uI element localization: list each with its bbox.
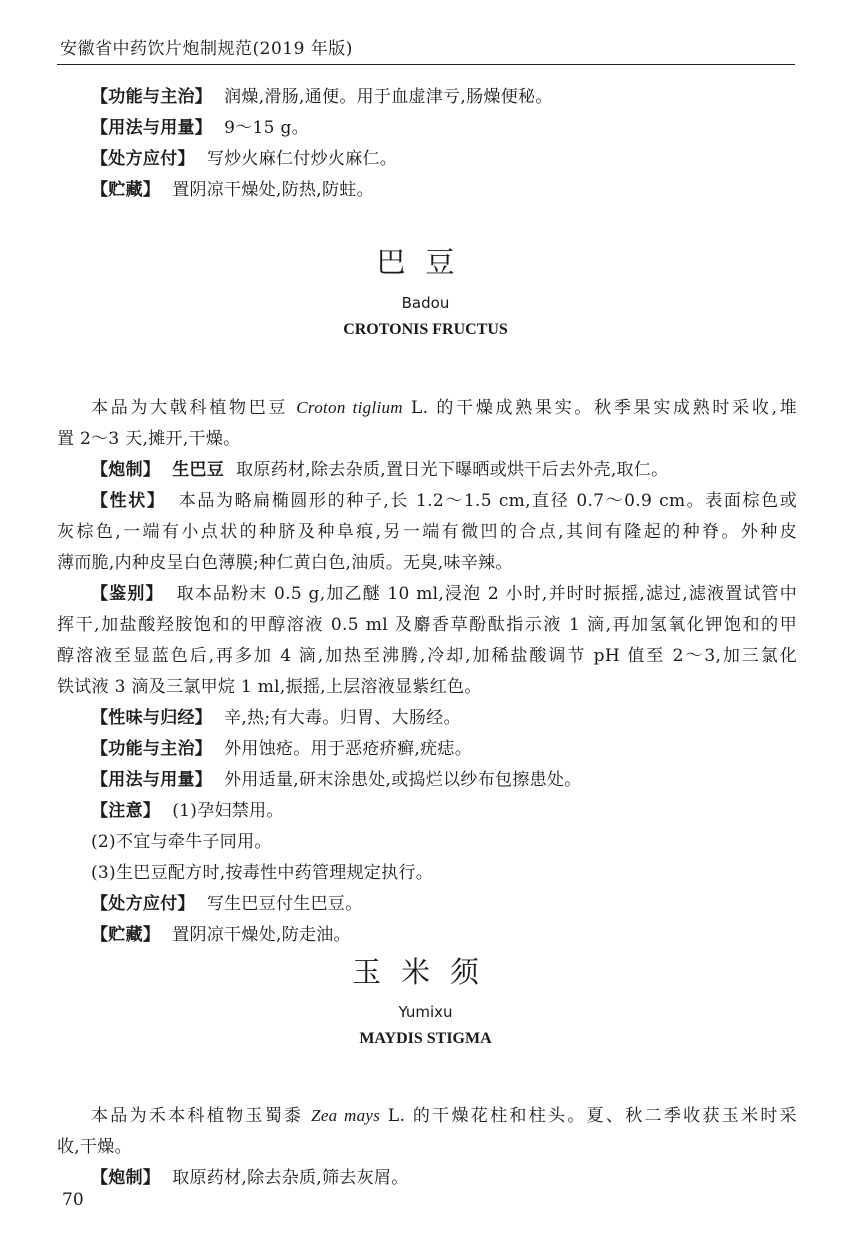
intro-text: 本品为大戟科植物巴豆: [91, 398, 289, 418]
badou-usage-line: [57, 765, 797, 796]
section-text: 取原药材,除去杂质,置日光下曝晒或烘干后去外壳,取仁。: [236, 460, 669, 480]
section-text: 辛,热;有大毒。归胃、大肠经。: [224, 708, 461, 728]
prev-storage-line: [57, 175, 797, 206]
yumixu-title: 玉米须: [351, 955, 499, 989]
badou-character-line-3: 薄而脆,内种皮呈白色薄膜;种仁黄白色,油质。无臭,味辛辣。: [57, 553, 513, 573]
badou-taste-line: [57, 703, 797, 734]
prev-usage-line: [57, 113, 797, 144]
intro-text: 本品为禾本科植物玉蜀黍: [91, 1106, 304, 1126]
section-label: 【鉴别】: [91, 584, 164, 604]
prev-prescription-line: [57, 144, 797, 175]
section-text: 写炒火麻仁付炒火麻仁。: [206, 149, 398, 169]
species-name: Zea mays: [311, 1106, 381, 1125]
badou-character-line-1: [57, 486, 797, 517]
yumixu-intro-line-2: 收,干燥。: [57, 1137, 132, 1157]
previous-entry-section: [57, 82, 797, 206]
section-text: 写生巴豆付生巴豆。: [206, 894, 363, 914]
section-text: 本品为略扁椭圆形的种子,长 1.2～1.5 cm,直径 0.7～0.9 cm。表面棕色或: [177, 491, 798, 511]
badou-function-line: [57, 734, 797, 765]
section-text: 外用适量,研末涂患处,或捣烂以纱布包擦患处。: [224, 770, 582, 790]
badou-processing-line: [57, 455, 797, 486]
yumixu-body: [57, 1100, 797, 1194]
section-label: 【炮制】: [91, 460, 161, 480]
section-label: 【性状】: [91, 491, 166, 511]
prev-function-line: [57, 82, 797, 113]
section-label: 【功能与主治】: [91, 739, 213, 759]
page-number: 70: [62, 1190, 84, 1210]
section-text: 外用蚀疮。用于恶疮疥癣,疣痣。: [224, 739, 473, 759]
badou-intro-line-2: 置 2～3 天,摊开,干燥。: [57, 429, 241, 449]
section-text: 9～15 g。: [224, 118, 309, 138]
section-label: 【用法与用量】: [91, 770, 213, 790]
badou-ident-line-3: 醇溶液至显蓝色后,再多加 4 滴,加热至沸腾,冷却,加稀盐酸调节 pH 值至 2～3,加三氯化: [57, 646, 797, 666]
badou-ident-line-4: 铁试液 3 滴及三氯甲烷 1 ml,振摇,上层溶液显紫红色。: [57, 677, 482, 697]
intro-text: L. 的干燥成熟果实。秋季果实成熟时采收,堆: [411, 398, 797, 418]
badou-body: [57, 392, 797, 951]
badou-ident-line-2: 挥干,加盐酸羟胺饱和的甲醇溶液 0.5 ml 及麝香草酚酞指示液 1 滴,再加氢氧化钾饱和的甲: [57, 615, 797, 635]
yumixu-pinyin: Yumixu: [398, 1003, 453, 1021]
section-label: 【贮藏】: [91, 180, 161, 200]
section-text: (1)孕妇禁用。: [172, 801, 284, 821]
section-text: 取本品粉末 0.5 g,加乙醚 10 ml,浸泡 2 小时,并时时振摇,滤过,滤液置试管中: [175, 584, 797, 604]
section-label: 【贮藏】: [91, 925, 161, 945]
intro-text: L. 的干燥花柱和柱头。夏、秋二季收获玉米时采: [387, 1106, 797, 1126]
header-rule: [57, 64, 795, 65]
section-label: 【功能与主治】: [91, 87, 213, 107]
badou-caution-note-2: (2)不宜与牵牛子同用。: [91, 832, 272, 852]
badou-title: 巴豆: [376, 245, 475, 279]
section-label: 【处方应付】: [91, 894, 195, 914]
badou-intro-line-1: [57, 392, 797, 424]
section-text: 取原药材,除去杂质,筛去灰屑。: [172, 1168, 409, 1188]
species-name: Croton tiglium: [296, 398, 403, 417]
section-label: 【炮制】: [91, 1168, 161, 1188]
badou-storage-line: [57, 920, 797, 951]
yumixu-latin-name: MAYDIS STIGMA: [359, 1030, 492, 1047]
section-label: 【用法与用量】: [91, 118, 213, 138]
yumixu-processing-line: [57, 1163, 797, 1194]
section-text: 置阴凉干燥处,防走油。: [172, 925, 351, 945]
badou-caution-note-3: (3)生巴豆配方时,按毒性中药管理规定执行。: [91, 863, 434, 883]
processing-subtitle: 生巴豆: [172, 460, 225, 480]
badou-caution-line: [57, 796, 797, 827]
section-label: 【注意】: [91, 801, 161, 821]
badou-pinyin: Badou: [401, 294, 450, 312]
badou-prescription-line: [57, 889, 797, 920]
section-text: 润燥,滑肠,通便。用于血虚津亏,肠燥便秘。: [224, 87, 553, 107]
badou-ident-line-1: [57, 579, 797, 610]
badou-character-line-2: 灰棕色,一端有小点状的种脐及种阜痕,另一端有微凹的合点,其间有隆起的种脊。外种皮: [57, 522, 797, 542]
running-header: 安徽省中药饮片炮制规范(2019 年版): [60, 39, 353, 59]
section-label: 【处方应付】: [91, 149, 195, 169]
badou-latin-name: CROTONIS FRUCTUS: [343, 321, 508, 338]
yumixu-intro-line-1: [57, 1100, 797, 1132]
section-text: 置阴凉干燥处,防热,防蛀。: [172, 180, 374, 200]
section-label: 【性味与归经】: [91, 708, 213, 728]
